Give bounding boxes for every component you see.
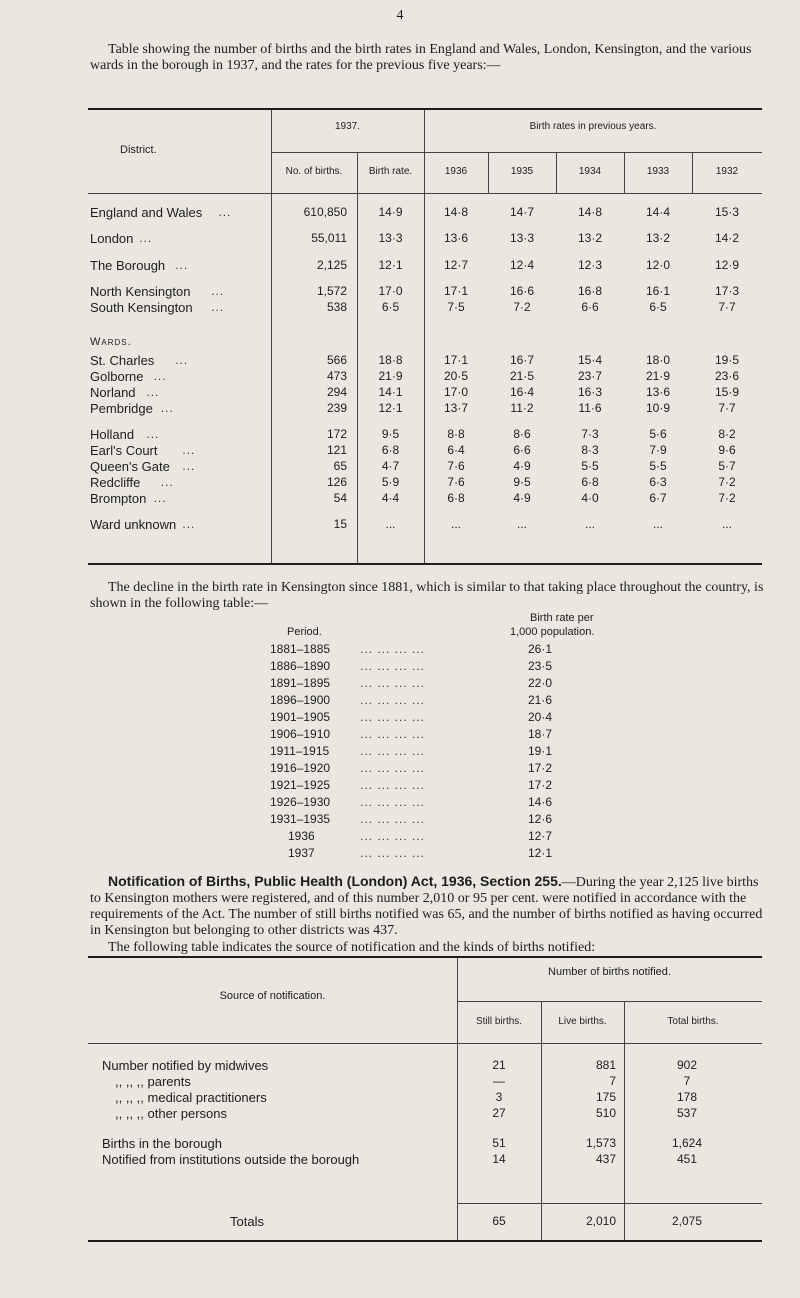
total-births: 2,075: [671, 1214, 703, 1228]
live-births: 175: [595, 1090, 616, 1104]
previous-rate: 14·8: [577, 205, 603, 219]
previous-rate: 17·3: [714, 284, 740, 298]
still-births: 65: [492, 1214, 506, 1228]
live-births: 510: [595, 1106, 616, 1120]
previous-rate: 16·3: [577, 385, 603, 399]
previous-rate: ...: [584, 517, 595, 531]
still-births: 3: [495, 1090, 503, 1104]
period-label: 1896–1900: [270, 693, 331, 707]
still-births: 21: [492, 1058, 506, 1072]
births-count: 1,572: [316, 284, 347, 298]
previous-rate: 4·9: [513, 491, 531, 505]
header-district: District.: [120, 144, 157, 156]
previous-rate: 11·6: [578, 401, 602, 415]
total-births: 451: [676, 1152, 698, 1166]
header-rate-line1: Birth rate per: [530, 612, 594, 624]
district-name: England and Wales: [90, 205, 203, 220]
previous-rate: 16·4: [509, 385, 535, 399]
col-divider: [624, 1001, 625, 1240]
header-total-births: Total births.: [667, 1016, 719, 1027]
previous-rate: 12·4: [509, 258, 535, 272]
header-previous-years: Birth rates in previous years.: [529, 121, 657, 132]
births-count: 294: [326, 385, 347, 399]
district-name: Redcliffe: [90, 475, 141, 490]
live-births: 437: [595, 1152, 616, 1166]
birth-rate-1937: 21·9: [378, 369, 403, 383]
still-births: 51: [492, 1136, 506, 1150]
leader-dots: ...: [153, 491, 167, 505]
previous-rate: 10·9: [645, 401, 671, 415]
previous-rate: 20·5: [443, 369, 469, 383]
district-name: Golborne: [90, 369, 144, 384]
leader-dots: ...: [182, 443, 196, 457]
leader-dots: ... ... ... ...: [360, 778, 426, 792]
period-rate: 21·6: [528, 693, 553, 707]
previous-rate: 6·6: [513, 443, 531, 457]
birth-rate-1937: 4·4: [381, 491, 400, 505]
live-births: 1,573: [585, 1136, 616, 1150]
source-label: ,, ,, ,, parents: [115, 1074, 191, 1089]
previous-rate: 7·7: [718, 300, 736, 314]
table-top-rule: [88, 108, 762, 110]
previous-rate: 17·1: [443, 353, 469, 367]
notification-body: —During the year 2,125 live births to Kensington mothers were registered, and of this number 2,010 or 95 per cent. were notified in accordance with the requirements of the Act. The number of still births notified was 65, and the number of births notified as having occurred in Kensington but belonging to other districts was 437.: [90, 875, 763, 938]
previous-rate: 7·7: [718, 401, 736, 415]
birth-rate-1937: 17·0: [378, 284, 403, 298]
previous-rate: 13·2: [577, 231, 603, 245]
previous-rate: 21·9: [645, 369, 671, 383]
district-name: St. Charles: [90, 353, 155, 368]
leader-dots: ...: [211, 284, 225, 298]
leader-dots: ... ... ... ...: [360, 846, 426, 860]
period-label: 1886–1890: [270, 659, 331, 673]
leader-dots: ... ... ... ...: [360, 710, 426, 724]
previous-rate: 6·3: [649, 475, 667, 489]
leader-dots: ... ... ... ...: [360, 761, 426, 775]
previous-rate: 7·6: [447, 459, 465, 473]
leader-dots: ...: [175, 258, 189, 272]
district-name: Ward unknown: [90, 517, 177, 532]
live-births: 7: [609, 1074, 616, 1088]
table-bottom-rule: [88, 563, 762, 565]
previous-rate: 8·8: [447, 427, 465, 441]
leader-dots: ...: [182, 459, 196, 473]
leader-dots: ... ... ... ...: [360, 693, 426, 707]
births-count: 55,011: [311, 231, 347, 245]
period-rate: 23·5: [528, 659, 553, 673]
previous-rate: 6·5: [649, 300, 667, 314]
source-paragraph: The following table indicates the source of notification and the kinds of births notified:: [108, 940, 596, 955]
still-births: 14: [492, 1152, 506, 1166]
leader-dots: ... ... ... ...: [360, 659, 426, 673]
period-rate: 14·6: [528, 795, 553, 809]
period-rate: 12·1: [528, 846, 553, 860]
births-count: 566: [326, 353, 347, 367]
header-rule: [457, 1001, 762, 1002]
period-rate: 19·1: [528, 744, 553, 758]
leader-dots: ...: [175, 353, 189, 367]
source-label: Notified from institutions outside the borough: [102, 1152, 360, 1167]
previous-rate: 13·6: [443, 231, 469, 245]
previous-rate: 14·4: [645, 205, 671, 219]
header-source: Source of notification.: [219, 990, 326, 1002]
live-births: 2,010: [585, 1214, 616, 1228]
header-year: 1933: [646, 166, 670, 177]
birth-rate-1937: 6·8: [381, 443, 400, 457]
previous-rate: 18·0: [645, 353, 671, 367]
previous-rate: 5·6: [649, 427, 667, 441]
period-rate: 17·2: [528, 778, 553, 792]
total-births: 178: [676, 1090, 698, 1104]
previous-rate: 7·2: [718, 475, 736, 489]
wards-label: Wards.: [90, 336, 132, 348]
previous-rate: 16·6: [509, 284, 535, 298]
decline-paragraph: The decline in the birth rate in Kensington since 1881, which is similar to that taking place throughout the country, is shown in the following table:—: [90, 580, 764, 611]
previous-rate: 19·5: [714, 353, 740, 367]
period-label: 1926–1930: [270, 795, 331, 809]
previous-rate: 7·3: [581, 427, 599, 441]
still-births: —: [493, 1074, 505, 1088]
previous-rate: 13·6: [645, 385, 671, 399]
intro-paragraph: Table showing the number of births and the birth rates in England and Wales, London, Kensington, and the various wards in the borough in 1937, and the rates for the previous five years:—: [90, 42, 752, 73]
header-year: 1932: [715, 166, 739, 177]
total-births: 537: [676, 1106, 698, 1120]
total-births: 1,624: [671, 1136, 703, 1150]
leader-dots: ...: [153, 369, 167, 383]
births-count: 610,850: [303, 205, 347, 219]
leader-dots: ...: [218, 205, 232, 219]
leader-dots: ... ... ... ...: [360, 727, 426, 741]
previous-rate: 9·5: [513, 475, 531, 489]
period-rate: 20·4: [528, 710, 553, 724]
period-label: 1931–1935: [270, 812, 331, 826]
previous-rate: 16·8: [577, 284, 603, 298]
previous-rate: 7·5: [447, 300, 465, 314]
previous-rate: 8·3: [581, 443, 599, 457]
header-rate-line2: 1,000 population.: [510, 626, 595, 638]
period-rate: 18·7: [528, 727, 553, 741]
header-birth-rate: Birth rate.: [368, 166, 413, 177]
notification-paragraph: [90, 873, 770, 939]
source-label: Births in the borough: [102, 1136, 222, 1151]
header-rule: [88, 1043, 762, 1044]
header-number-notified: Number of births notified.: [548, 966, 671, 978]
previous-rate: 14·8: [443, 205, 469, 219]
period-label: 1891–1895: [270, 676, 331, 690]
birth-rate-1937: 12·1: [378, 258, 403, 272]
previous-rate: 4·9: [513, 459, 531, 473]
period-label: 1921–1925: [270, 778, 331, 792]
previous-rate: ...: [450, 517, 461, 531]
header-year: 1936: [444, 166, 468, 177]
previous-rate: 11·2: [510, 401, 534, 415]
birth-rate-1937: 13·3: [378, 231, 403, 245]
previous-rate: 15·3: [714, 205, 740, 219]
total-births: 7: [683, 1074, 691, 1088]
birth-rate-1937: 5·9: [381, 475, 400, 489]
table-bottom-rule: [88, 1240, 762, 1242]
district-name: North Kensington: [90, 284, 191, 299]
period-label: 1937: [288, 846, 315, 860]
birth-rate-1937: 12·1: [378, 401, 403, 415]
leader-dots: ...: [211, 300, 225, 314]
previous-rate: 21·5: [509, 369, 535, 383]
period-label: 1901–1905: [270, 710, 331, 724]
births-count: 126: [326, 475, 347, 489]
district-name: Queen's Gate: [90, 459, 170, 474]
previous-rate: 5·7: [718, 459, 736, 473]
births-count: 172: [326, 427, 347, 441]
period-rate: 12·6: [528, 812, 553, 826]
previous-rate: 6·7: [649, 491, 667, 505]
totals-rule: [457, 1203, 762, 1204]
birth-rate-1937: 9·5: [381, 427, 400, 441]
leader-dots: ... ... ... ...: [360, 744, 426, 758]
previous-rate: ...: [652, 517, 663, 531]
previous-rate: 17·0: [443, 385, 469, 399]
previous-rate: 6·8: [581, 475, 599, 489]
district-name: The Borough: [90, 258, 166, 273]
previous-rate: 7·2: [718, 491, 736, 505]
previous-rate: 9·6: [718, 443, 736, 457]
previous-rate: 13·2: [645, 231, 671, 245]
previous-rate: 15·4: [577, 353, 603, 367]
births-count: 15: [333, 517, 347, 531]
source-label: Number notified by midwives: [102, 1058, 269, 1073]
previous-rate: 12·0: [645, 258, 671, 272]
leader-dots: ...: [182, 517, 196, 531]
header-year: 1934: [578, 166, 602, 177]
previous-rate: 12·7: [443, 258, 469, 272]
period-rate: 12·7: [528, 829, 553, 843]
district-name: Norland: [90, 385, 136, 400]
births-count: 239: [326, 401, 347, 415]
source-label: ,, ,, ,, medical practitioners: [115, 1090, 267, 1105]
previous-rate: ...: [516, 517, 527, 531]
district-name: South Kensington: [90, 300, 193, 315]
leader-dots: ...: [160, 401, 174, 415]
previous-rate: 8·6: [513, 427, 531, 441]
previous-rate: 13·7: [443, 401, 469, 415]
period-label: 1916–1920: [270, 761, 331, 775]
birth-rate-1937: 4·7: [381, 459, 400, 473]
births-count: 2,125: [316, 258, 347, 272]
births-count: 538: [326, 300, 347, 314]
previous-rate: 7·6: [447, 475, 465, 489]
leader-dots: ... ... ... ...: [360, 829, 426, 843]
previous-rate: 6·8: [447, 491, 465, 505]
period-label: 1936: [288, 829, 315, 843]
previous-rate: 14·2: [714, 231, 740, 245]
previous-rate: 6·6: [581, 300, 599, 314]
header-still-births: Still births.: [475, 1016, 523, 1027]
previous-rate: 17·1: [443, 284, 469, 298]
previous-rate: 4·0: [581, 491, 599, 505]
total-births: 902: [676, 1058, 698, 1072]
previous-rate: 16·7: [509, 353, 535, 367]
period-rate: 22·0: [528, 676, 553, 690]
previous-rate: 5·5: [581, 459, 599, 473]
birth-rate-1937: 18·8: [378, 353, 403, 367]
previous-rate: 12·9: [714, 258, 740, 272]
births-count: 473: [326, 369, 347, 383]
previous-rate: 8·2: [718, 427, 736, 441]
leader-dots: ... ... ... ...: [360, 676, 426, 690]
page-number: 4: [396, 8, 404, 23]
previous-rate: 12·3: [577, 258, 603, 272]
source-label: ,, ,, ,, other persons: [115, 1106, 227, 1121]
previous-rate: ...: [721, 517, 732, 531]
birth-rate-1937: 6·5: [381, 300, 400, 314]
birth-rate-1937: 14·1: [378, 385, 403, 399]
birth-rate-1937: 14·9: [378, 205, 403, 219]
period-label: 1911–1915: [270, 744, 330, 758]
previous-rate: 6·4: [447, 443, 465, 457]
leader-dots: ... ... ... ...: [360, 795, 426, 809]
header-period: Period.: [287, 626, 322, 638]
previous-rate: 14·7: [509, 205, 535, 219]
header-rule: [271, 152, 762, 153]
district-name: Holland: [90, 427, 135, 442]
live-births: 881: [595, 1058, 616, 1072]
leader-dots: ...: [160, 475, 174, 489]
period-label: 1881–1885: [270, 642, 331, 656]
births-count: 54: [333, 491, 347, 505]
births-count: 121: [326, 443, 347, 457]
header-1937: 1937.: [334, 121, 361, 132]
previous-rate: 23·6: [714, 369, 740, 383]
notification-heading: Notification of Births, Public Health (London) Act, 1936, Section 255.: [108, 873, 562, 889]
district-name: Pembridge: [90, 401, 153, 416]
header-rule: [88, 193, 762, 194]
district-name: Earl's Court: [90, 443, 158, 458]
col-divider: [541, 1001, 542, 1240]
period-rate: 17·2: [528, 761, 553, 775]
leader-dots: ... ... ... ...: [360, 812, 426, 826]
still-births: 27: [492, 1106, 506, 1120]
header-year: 1935: [510, 166, 534, 177]
previous-rate: 23·7: [577, 369, 603, 383]
previous-rate: 7·9: [649, 443, 667, 457]
period-label: 1906–1910: [270, 727, 331, 741]
births-count: 65: [333, 459, 347, 473]
period-rate: 26·1: [528, 642, 553, 656]
leader-dots: ...: [146, 427, 160, 441]
header-live-births: Live births.: [558, 1016, 607, 1027]
header-number-of-births: No. of births.: [285, 166, 343, 177]
district-name: Brompton: [90, 491, 147, 506]
previous-rate: 16·1: [645, 284, 671, 298]
leader-dots: ...: [146, 385, 160, 399]
table-top-rule: [88, 956, 762, 958]
leader-dots: ...: [139, 231, 153, 245]
source-label: Totals: [230, 1214, 264, 1229]
previous-rate: 5·5: [649, 459, 667, 473]
previous-rate: 15·9: [714, 385, 740, 399]
leader-dots: ... ... ... ...: [360, 642, 426, 656]
birth-rate-1937: ...: [385, 517, 396, 531]
district-name: London: [90, 231, 134, 246]
previous-rate: 13·3: [509, 231, 535, 245]
previous-rate: 7·2: [513, 300, 531, 314]
